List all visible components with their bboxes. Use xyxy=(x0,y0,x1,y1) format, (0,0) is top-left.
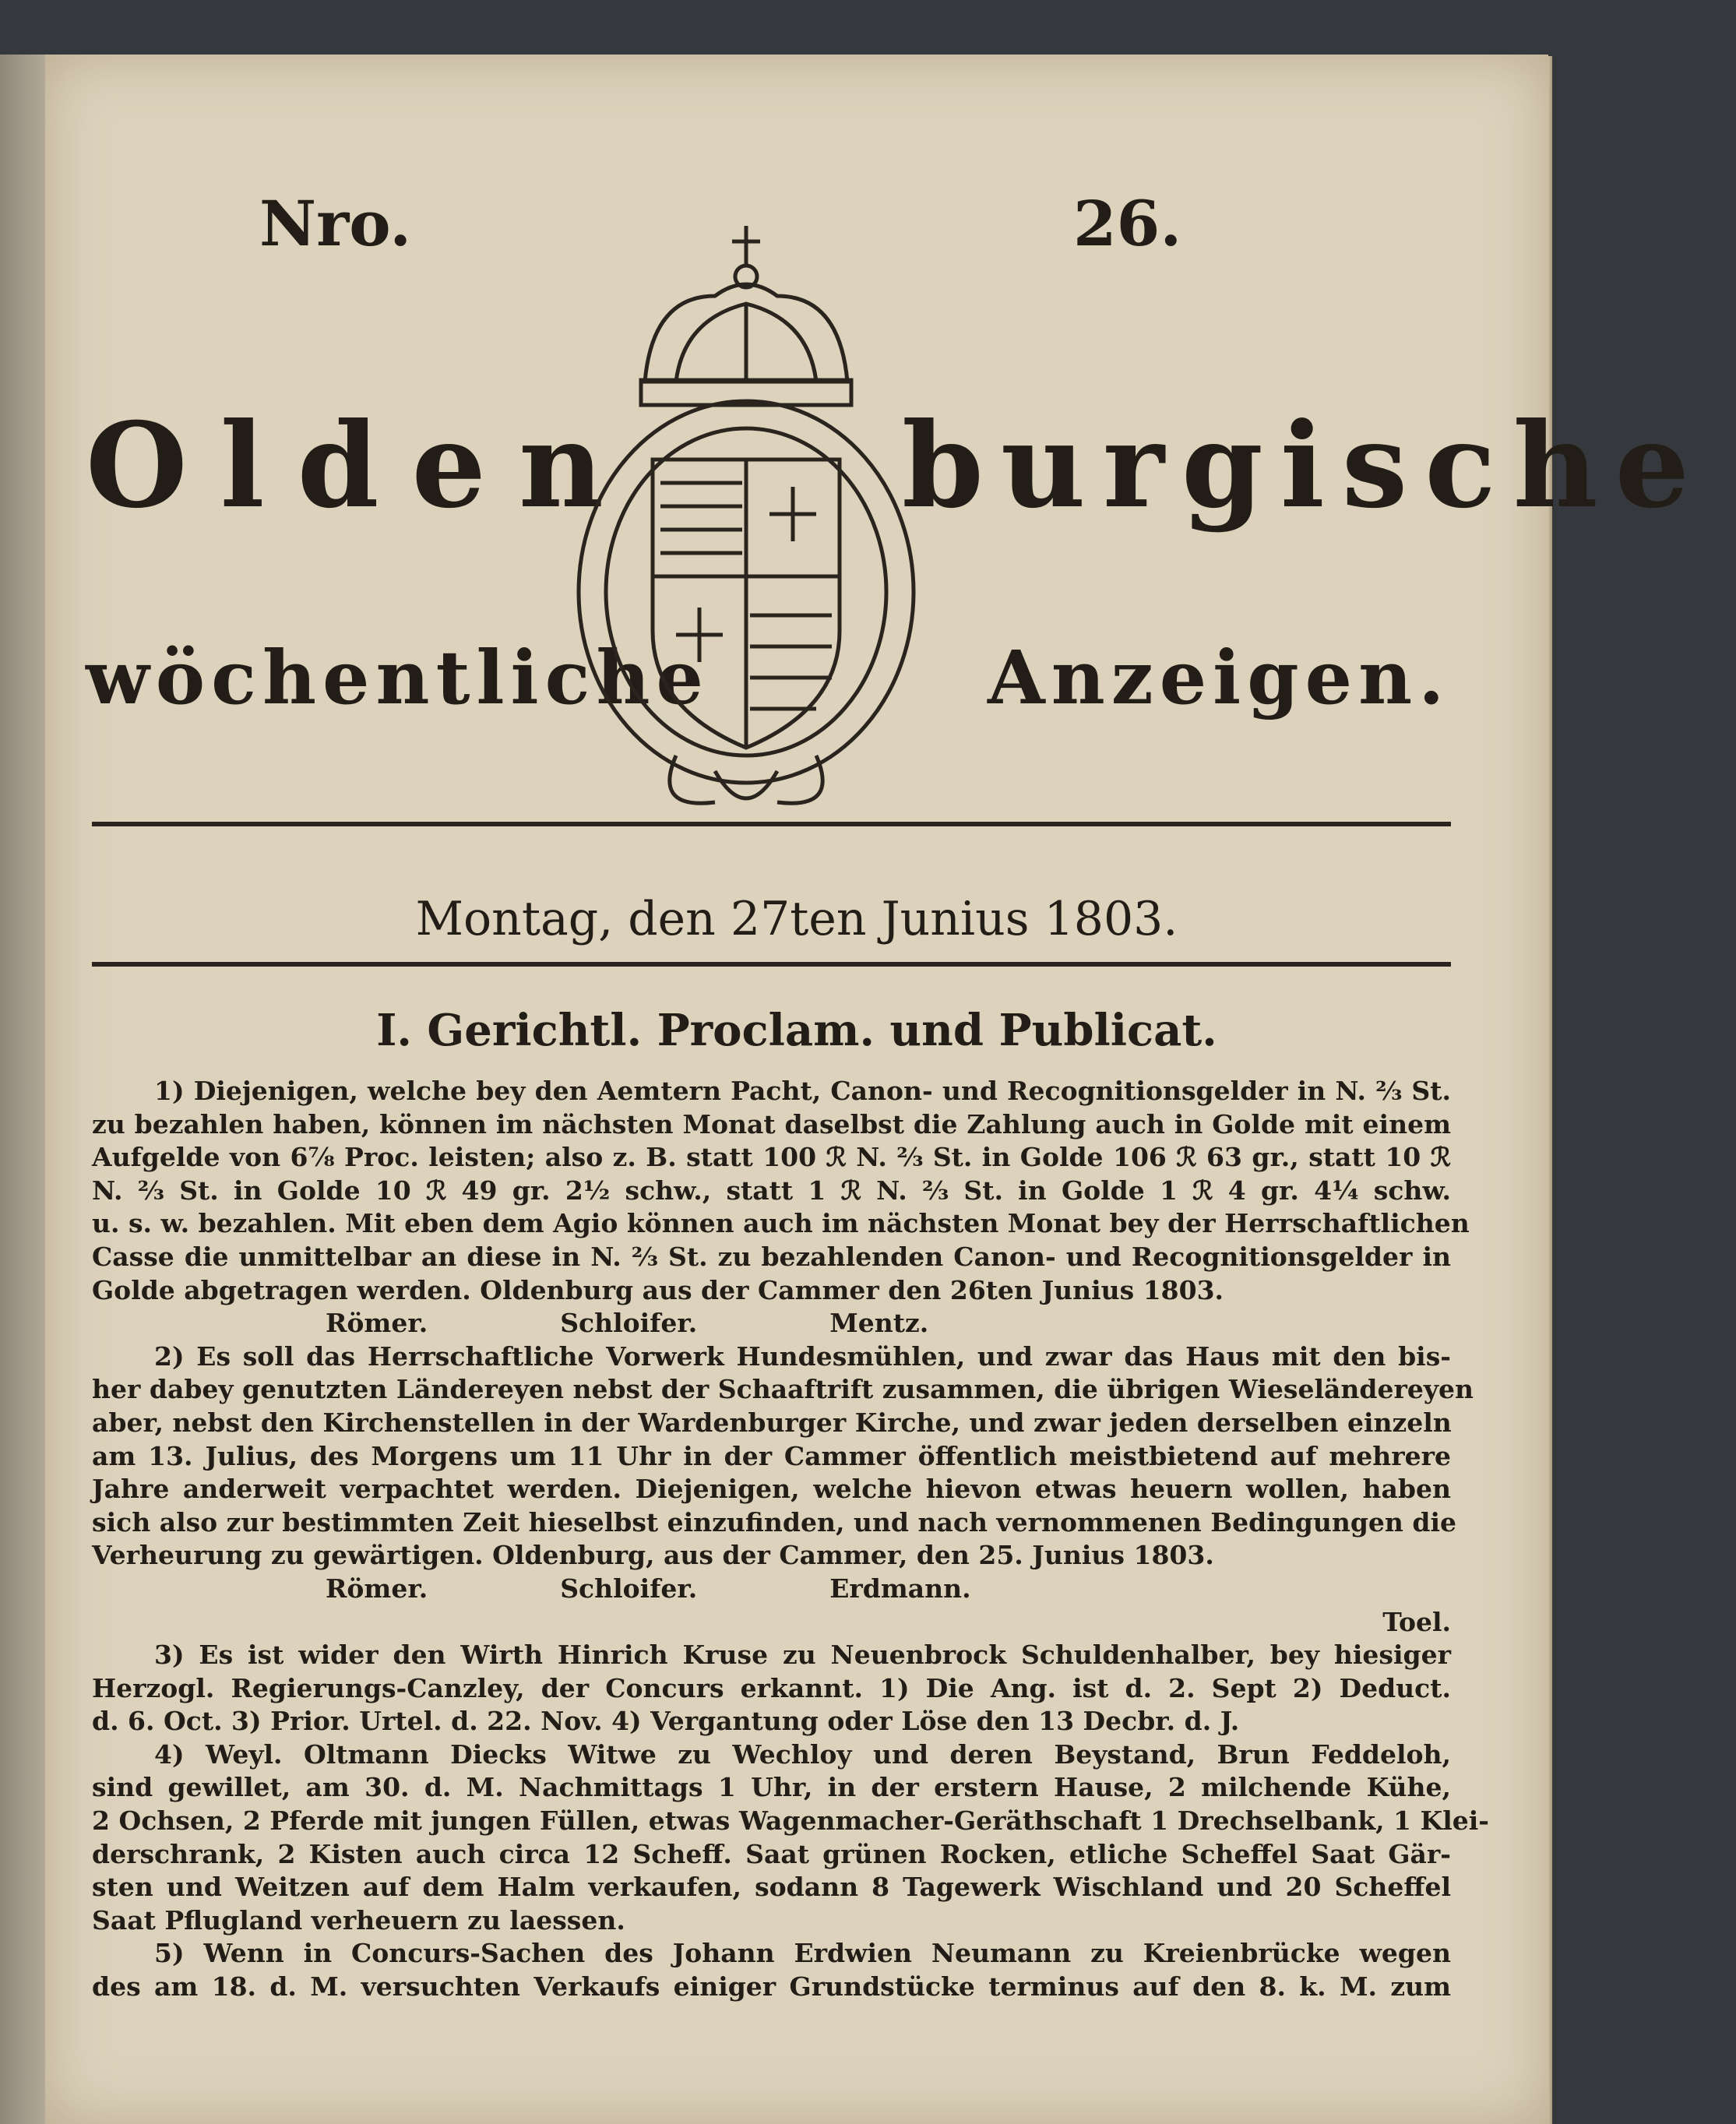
text-line: Herzogl. Regierungs-Canzley, der Concurs erkannt. 1) Die Ang. ist d. 2. Sept 2) Deduct. xyxy=(92,1672,1451,1703)
issue-label: Nro. xyxy=(259,187,412,260)
text-line: Verheurung zu gewärtigen. Oldenburg, aus der Cammer, den 25. Junius 1803. xyxy=(92,1540,1214,1571)
paragraph-1 xyxy=(92,1075,1470,1307)
text-line: 5) Wenn in Concurs-Sachen des Johann Erdwien Neumann zu Kreienbrücke wegen xyxy=(154,1938,1451,1969)
section-title: I. Gerichtl. Proclam. und Publicat. xyxy=(376,1005,1217,1056)
text-line: 4) Weyl. Oltmann Diecks Witwe zu Wechloy und deren Beystand, Brun Feddeloh, xyxy=(154,1738,1451,1770)
masthead-title-left: Olden xyxy=(86,397,637,534)
text-line: u. s. w. bezahlen. Mit eben dem Agio können auch im nächsten Monat bey der Herrschaftlichen xyxy=(92,1208,1470,1239)
signatures-1 xyxy=(92,1307,1451,1340)
text-line: am 13. Julius, des Morgens um 11 Uhr in der Cammer öffentlich meistbietend auf mehrere xyxy=(92,1440,1451,1471)
signature: Toel. xyxy=(1382,1606,1451,1637)
text-line: aber, nebst den Kirchenstellen in der Wardenburger Kirche, und zwar jeden derselben einzeln xyxy=(92,1407,1452,1438)
text-line: sten und Weitzen auf dem Halm verkaufen, sodann 8 Tagewerk Wischland und 20 Scheffel xyxy=(92,1872,1451,1903)
paragraph-5 xyxy=(92,1937,1451,2003)
bottom-rule xyxy=(92,962,1451,967)
text-line: derschrank, 2 Kisten auch circa 12 Scheff. Saat grünen Rocken, etliche Scheffel Saat Gär- xyxy=(92,1838,1451,1869)
book-gutter xyxy=(0,55,47,2124)
text-line: sind gewillet, am 30. d. M. Nachmittags 1 Uhr, in der erstern Hause, 2 milchende Kühe, xyxy=(92,1772,1451,1803)
text-line: 2) Es soll das Herrschaftliche Vorwerk Hundesmühlen, und zwar das Haus mit den bis- xyxy=(154,1340,1451,1372)
text-line: Aufgelde von 6⅞ Proc. leisten; also z. B. statt 100 ℛ N. ⅔ St. in Golde 106 ℛ 63 gr., statt 10 ℛ xyxy=(92,1142,1451,1173)
signatures-2 xyxy=(92,1573,1451,1606)
signature: Römer. xyxy=(326,1308,428,1339)
signature: Schloifer. xyxy=(560,1573,698,1604)
masthead-subtitle-left: wöchentliche xyxy=(86,635,710,721)
signature: Mentz. xyxy=(829,1308,929,1339)
text-line: d. 6. Oct. 3) Prior. Urtel. d. 22. Nov. 4) Vergantung oder Löse den 13 Decbr. d. J. xyxy=(92,1706,1240,1737)
text-line: Golde abgetragen werden. Oldenburg aus der Cammer den 26ten Junius 1803. xyxy=(92,1274,1224,1305)
coat-of-arms-emblem xyxy=(559,210,933,826)
issue-number: 26. xyxy=(1073,187,1182,260)
text-line: Jahre anderweit verpachtet werden. Diejenigen, welche hievon etwas heuern wollen, haben xyxy=(92,1474,1451,1505)
text-line: 2 Ochsen, 2 Pferde mit jungen Füllen, etwas Wagenmacher-Geräthschaft 1 Drechselbank, 1 Klei- xyxy=(92,1805,1489,1837)
text-line: sich also zur bestimmten Zeit hieselbst einzufinden, und nach vernommenen Bedingungen die xyxy=(92,1506,1456,1538)
text-line: Saat Pflugland verheuern zu laessen. xyxy=(92,1904,625,1936)
signature: Schloifer. xyxy=(560,1308,698,1339)
top-rule xyxy=(92,822,1451,826)
masthead-title-right: burgische xyxy=(902,397,1707,534)
paragraph-4 xyxy=(92,1738,1489,1938)
signatures-2-extra xyxy=(92,1606,1451,1640)
text-line: Casse die unmittelbar an diese in N. ⅔ St. zu bezahlenden Canon- und Recognitionsgelder in xyxy=(92,1241,1451,1272)
article-body xyxy=(92,1075,1489,2004)
signature: Römer. xyxy=(326,1573,428,1604)
text-line: zu bezahlen haben, können im nächsten Monat daselbst die Zahlung auch in Golde mit einem xyxy=(92,1108,1451,1139)
text-line: des am 18. d. M. versuchten Verkaufs einiger Grundstücke terminus auf den 8. k. M. zum xyxy=(92,1971,1451,2002)
text-line: 1) Diejenigen, welche bey den Aemtern Pacht, Canon- und Recognitionsgelder in N. ⅔ St. xyxy=(154,1076,1451,1106)
text-line: her dabey genutzten Ländereyen nebst der Schaaftrift zusammen, die übrigen Wieseländereyen xyxy=(92,1374,1474,1405)
text-line: N. ⅔ St. in Golde 10 ℛ 49 gr. 2½ schw., statt 1 ℛ N. ⅔ St. in Golde 1 ℛ 4 gr. 4¼ schw. xyxy=(92,1175,1451,1206)
masthead-subtitle-right: Anzeigen. xyxy=(988,635,1451,721)
newspaper-page xyxy=(45,55,1707,2124)
paragraph-3 xyxy=(92,1639,1451,1738)
paragraph-2 xyxy=(92,1340,1474,1573)
dateline: Montag, den 27ten Junius 1803. xyxy=(415,892,1178,946)
text-line: 3) Es ist wider den Wirth Hinrich Kruse zu Neuenbrock Schuldenhalber, bey hiesiger xyxy=(154,1640,1451,1671)
signature: Erdmann. xyxy=(829,1573,971,1604)
